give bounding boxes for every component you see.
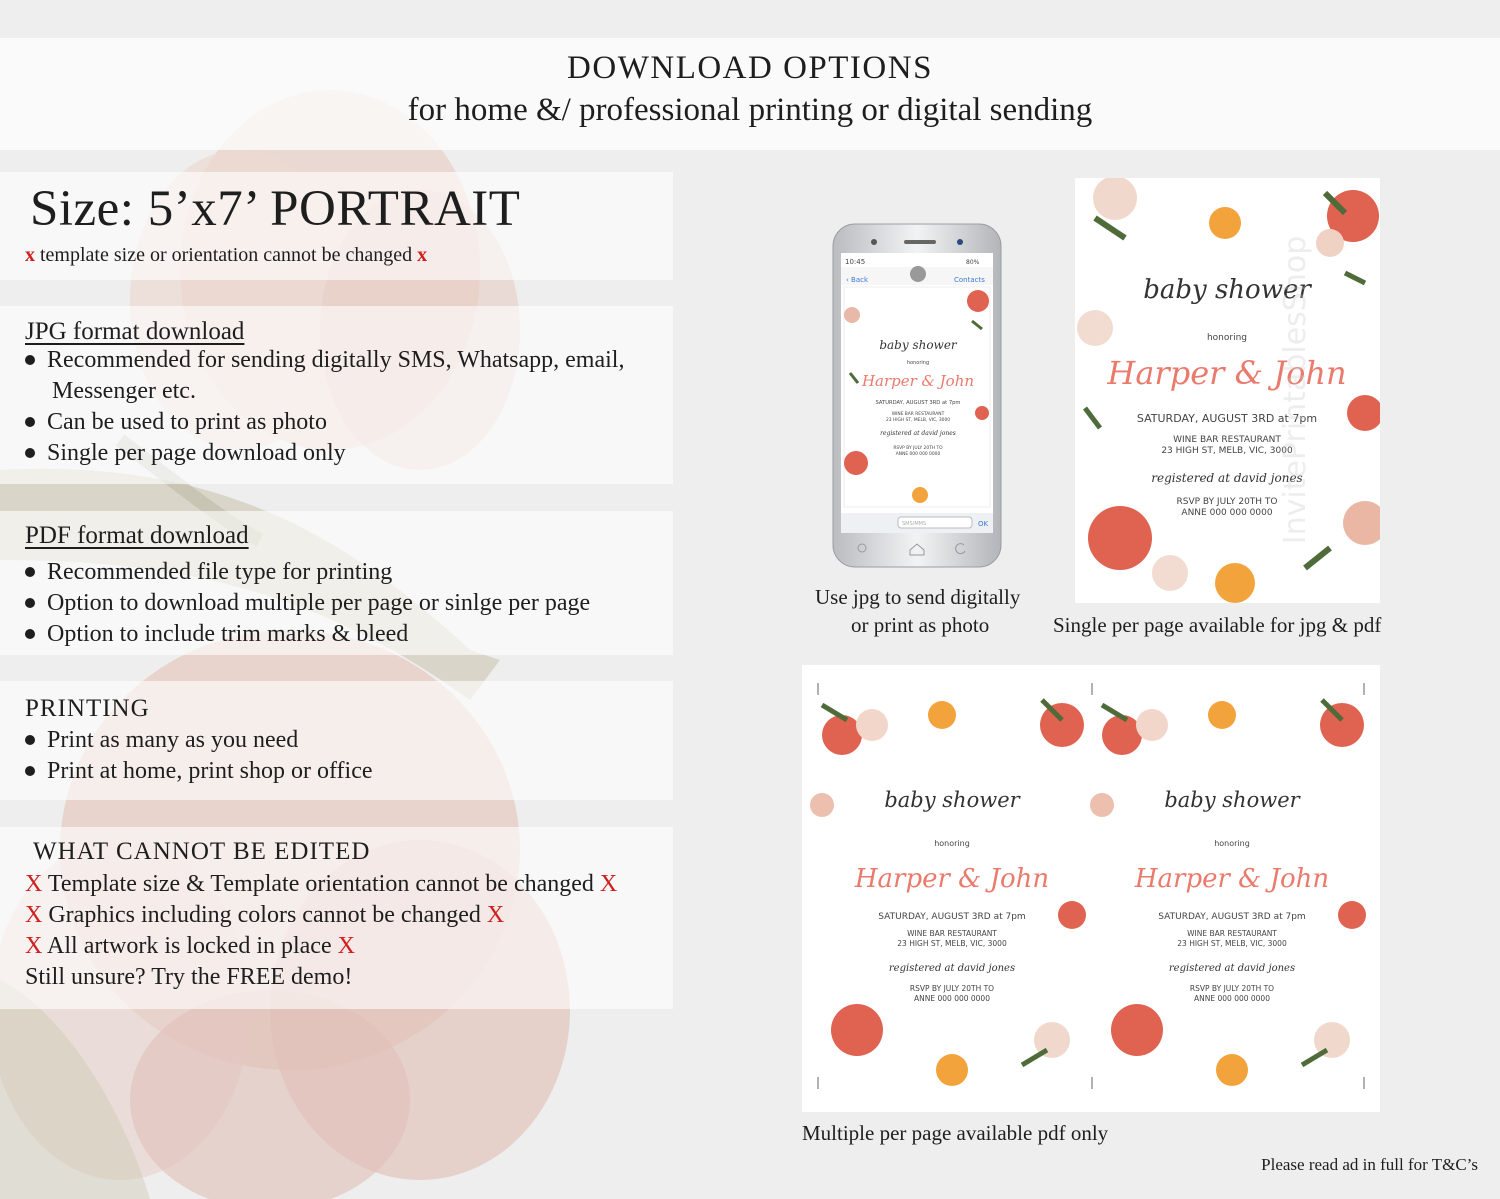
invite-title: baby shower	[1143, 275, 1311, 305]
header-title: DOWNLOAD OPTIONS	[567, 50, 933, 86]
printing-heading: PRINTING	[25, 695, 150, 722]
invite-registry: registered at david jones	[1151, 471, 1303, 485]
not-edited-panel	[0, 827, 673, 1009]
left-invite-names: Harper & John	[854, 864, 1050, 894]
phone-invite-rsvp: RSVP BY JULY 20TH TO	[893, 446, 943, 451]
size-panel	[0, 172, 673, 280]
invite-rsvp-contact: ANNE 000 000 0000	[1181, 508, 1273, 518]
bullet-icon	[25, 598, 35, 608]
size-note-text: template size or orientation cannot be changed	[40, 244, 413, 266]
left-invite-address: 23 HIGH ST, MELB, VIC, 3000	[897, 939, 1007, 948]
x-mark-icon: X	[486, 902, 505, 928]
not-edited-heading: WHAT CANNOT BE EDITED	[33, 838, 371, 865]
pdf-heading: PDF format download	[25, 522, 249, 549]
right-invite-address: 23 HIGH ST, MELB, VIC, 3000	[1177, 939, 1287, 948]
contact-avatar-icon	[910, 266, 926, 282]
size-note	[25, 244, 427, 267]
phone-caption-line1: Use jpg to send digitally	[815, 585, 1021, 609]
right-invite-rsvp-contact: ANNE 000 000 0000	[1194, 994, 1270, 1003]
list-item-continuation: Messenger etc.	[52, 378, 196, 404]
phone-invite-date: SATURDAY, AUGUST 3RD at 7pm	[875, 400, 961, 406]
right-invite-registry: registered at david jones	[1168, 963, 1296, 974]
list-item: X All artwork is locked in place X	[25, 933, 355, 959]
phone-invite-rsvp-contact: ANNE 000 000 0000	[895, 452, 941, 457]
size-title: Size: 5’x7’ PORTRAIT	[30, 181, 521, 237]
right-invite-date: SATURDAY, AUGUST 3RD at 7pm	[1158, 912, 1306, 922]
left-invite-date: SATURDAY, AUGUST 3RD at 7pm	[878, 912, 1026, 922]
multi-card-caption: Multiple per page available pdf only	[802, 1121, 1109, 1145]
x-mark-icon: X	[25, 902, 43, 928]
right-invite-names: Harper & John	[1134, 864, 1330, 894]
phone-caption-line2: or print as photo	[851, 613, 990, 637]
jpg-heading: JPG format download	[25, 318, 245, 345]
bullet-icon	[25, 355, 35, 365]
phone-battery: 80%	[966, 259, 980, 266]
sms-send-button[interactable]: OK	[978, 520, 989, 528]
x-mark-icon: X	[337, 933, 355, 959]
right-invite-venue: WINE BAR RESTAURANT	[1187, 929, 1277, 938]
header-banner	[0, 38, 1500, 150]
list-item: Print as many as you need	[25, 727, 298, 754]
phone-invite-names: Harper & John	[861, 372, 975, 390]
x-mark-icon: X	[599, 871, 618, 897]
left-invite-rsvp: RSVP BY JULY 20TH TO	[909, 984, 995, 993]
phone-invite-venue: WINE BAR RESTAURANT	[891, 412, 945, 417]
header-subtitle: for home &/ professional printing or digital sending	[407, 92, 1093, 128]
x-mark-icon: x	[417, 244, 428, 266]
multi-invitation-sheet	[802, 665, 1380, 1112]
footnote: Please read ad in full for T&C’s	[1261, 1155, 1478, 1174]
x-mark-icon: x	[25, 244, 35, 266]
jpg-panel	[0, 306, 673, 484]
list-item: X Graphics including colors cannot be changed X	[25, 902, 505, 928]
list-item: Can be used to print as photo	[25, 409, 327, 436]
right-invite-rsvp: RSVP BY JULY 20TH TO	[1189, 984, 1275, 993]
list-item: Option to download multiple per page or sinlge per page	[25, 590, 590, 617]
printing-panel	[0, 681, 673, 800]
list-item: Print at home, print shop or office	[25, 758, 373, 785]
invite-honoring: honoring	[1206, 333, 1248, 343]
bullet-icon	[25, 448, 35, 458]
bullet-icon	[25, 567, 35, 577]
x-mark-icon: X	[25, 871, 43, 897]
phone-invite-title: baby shower	[879, 338, 957, 352]
pdf-panel	[0, 511, 673, 655]
sms-input-placeholder: SMS/MMS	[902, 521, 927, 527]
bullet-icon	[25, 766, 35, 776]
bullet-icon	[25, 735, 35, 745]
single-invitation-card	[1075, 178, 1380, 603]
invite-rsvp: RSVP BY JULY 20TH TO	[1176, 497, 1278, 507]
watermark-text: InvitePrintablesShop	[1278, 235, 1313, 545]
phone-invite-registry: registered at david jones	[880, 430, 956, 437]
phone-invite-honoring: honoring	[906, 360, 930, 366]
list-item: Single per page download only	[25, 440, 346, 467]
phone-time: 10:45	[845, 258, 866, 266]
demo-text: Still unsure? Try the FREE demo!	[25, 964, 353, 990]
bullet-icon	[25, 629, 35, 639]
left-invite-registry: registered at david jones	[888, 963, 1016, 974]
list-item: Option to include trim marks & bleed	[25, 621, 408, 648]
phone-back-link[interactable]: ‹ Back	[846, 276, 869, 284]
left-invite-honoring: honoring	[934, 839, 970, 848]
list-item: Recommended file type for printing	[25, 559, 392, 586]
left-invite-rsvp-contact: ANNE 000 000 0000	[914, 994, 990, 1003]
phone-contacts-link[interactable]: Contacts	[954, 276, 985, 284]
bullet-icon	[25, 417, 35, 427]
left-invite-venue: WINE BAR RESTAURANT	[907, 929, 997, 938]
invite-date: SATURDAY, AUGUST 3RD at 7pm	[1136, 412, 1318, 425]
list-item: X Template size & Template orientation cannot be changed X	[25, 871, 618, 897]
invite-venue: WINE BAR RESTAURANT	[1173, 435, 1281, 445]
invite-names: Harper & John	[1107, 354, 1347, 392]
right-invite-title: baby shower	[1164, 788, 1300, 812]
single-card-caption: Single per page available for jpg & pdf	[1053, 613, 1382, 637]
phone-mockup	[832, 223, 1002, 568]
left-invite-title: baby shower	[884, 788, 1020, 812]
invite-address: 23 HIGH ST, MELB, VIC, 3000	[1161, 446, 1293, 456]
right-invite-honoring: honoring	[1214, 839, 1250, 848]
x-mark-icon: X	[25, 933, 43, 959]
phone-invite-address: 23 HIGH ST, MELB, VIC, 3000	[885, 418, 951, 423]
list-item: Recommended for sending digitally SMS, Whatsapp, email,	[25, 347, 624, 374]
